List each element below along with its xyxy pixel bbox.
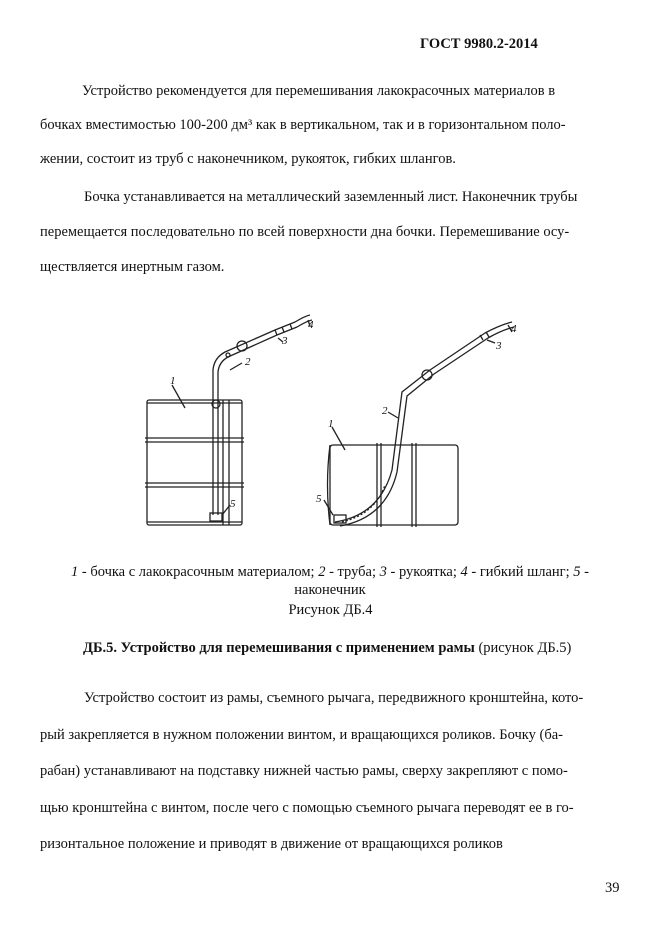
section-figure-ref: (рисунок ДБ.5) [474,640,572,656]
label-barrel-right: 1 [328,418,334,430]
label-pipe: 2 [245,356,251,368]
caption-text: - гибкий шланг; [467,564,574,580]
page-number: 39 [605,880,620,896]
label-hose: 4 [308,319,314,331]
label-nozzle-right: 5 [316,493,322,505]
paragraph-line: бочках вместимостью 100-200 дм³ как в вертикальном, так и в горизонтальном поло- [40,117,566,133]
label-hose-right: 4 [511,323,517,335]
figure-mixing-device-drawing [130,300,530,540]
caption-text: - труба; [325,564,380,580]
caption-item-number: 2 [318,564,326,580]
vertical-pipe [210,315,312,521]
document-standard-header: ГОСТ 9980.2-2014 [420,36,538,52]
paragraph-line: Бочка устанавливается на металлический заземленный лист. Наконечник трубы [84,189,578,205]
label-barrel: 1 [170,375,176,387]
caption-item-number: 3 [379,564,387,580]
label-pipe-right: 2 [382,405,388,417]
label-nozzle: 5 [230,498,236,510]
technical-drawing [130,300,530,540]
caption-item-number: 1 [70,564,79,580]
label-handle-right: 3 [496,340,502,352]
paragraph-line: перемещается последовательно по всей поверхности дна бочки. Перемешивание осу- [40,224,570,240]
section-heading-bold: ДБ.5. Устройство для перемешивания с применением рамы [83,640,475,656]
caption-text: - рукоятка; [386,564,461,580]
paragraph-line: ществляется инертным газом. [40,259,225,275]
paragraph-frame-device [40,680,608,863]
figure-title: Рисунок ДБ.4 [288,602,373,618]
caption-text: наконечник [294,582,366,598]
caption-item-number: 5 [573,564,581,580]
paragraph-line: ризонтальное положение и приводят в движение от вращающихся роликов [40,836,503,852]
paragraph-device-description [40,74,608,176]
paragraph-barrel-installation [40,180,608,285]
figure-caption [40,563,620,599]
section-heading [83,640,571,657]
caption-item-number: 4 [460,564,468,580]
paragraph-line: жении, состоит из труб с наконечником, рукояток, гибких шлангов. [40,151,456,167]
caption-text: - [580,564,590,580]
paragraph-line: рый закрепляется в нужном положении винтом, и вращающихся роликов. Бочку (ба- [40,726,563,743]
label-handle: 3 [282,335,288,347]
paragraph-line: рабан) устанавливают на подставку нижней частью рамы, сверху закрепляют с помо- [40,763,568,779]
caption-text: - бочка с лакокрасочным материалом; [78,564,319,580]
paragraph-line: Устройство состоит из рамы, съемного рычага, передвижного кронштейна, кото- [84,690,584,706]
paragraph-line: Устройство рекомендуется для перемешивания лакокрасочных материалов в [82,83,556,99]
paragraph-line: щью кронштейна с винтом, после чего с помощью съемного рычага переводят ее в го- [40,799,574,816]
horizontal-pipe [334,322,514,526]
